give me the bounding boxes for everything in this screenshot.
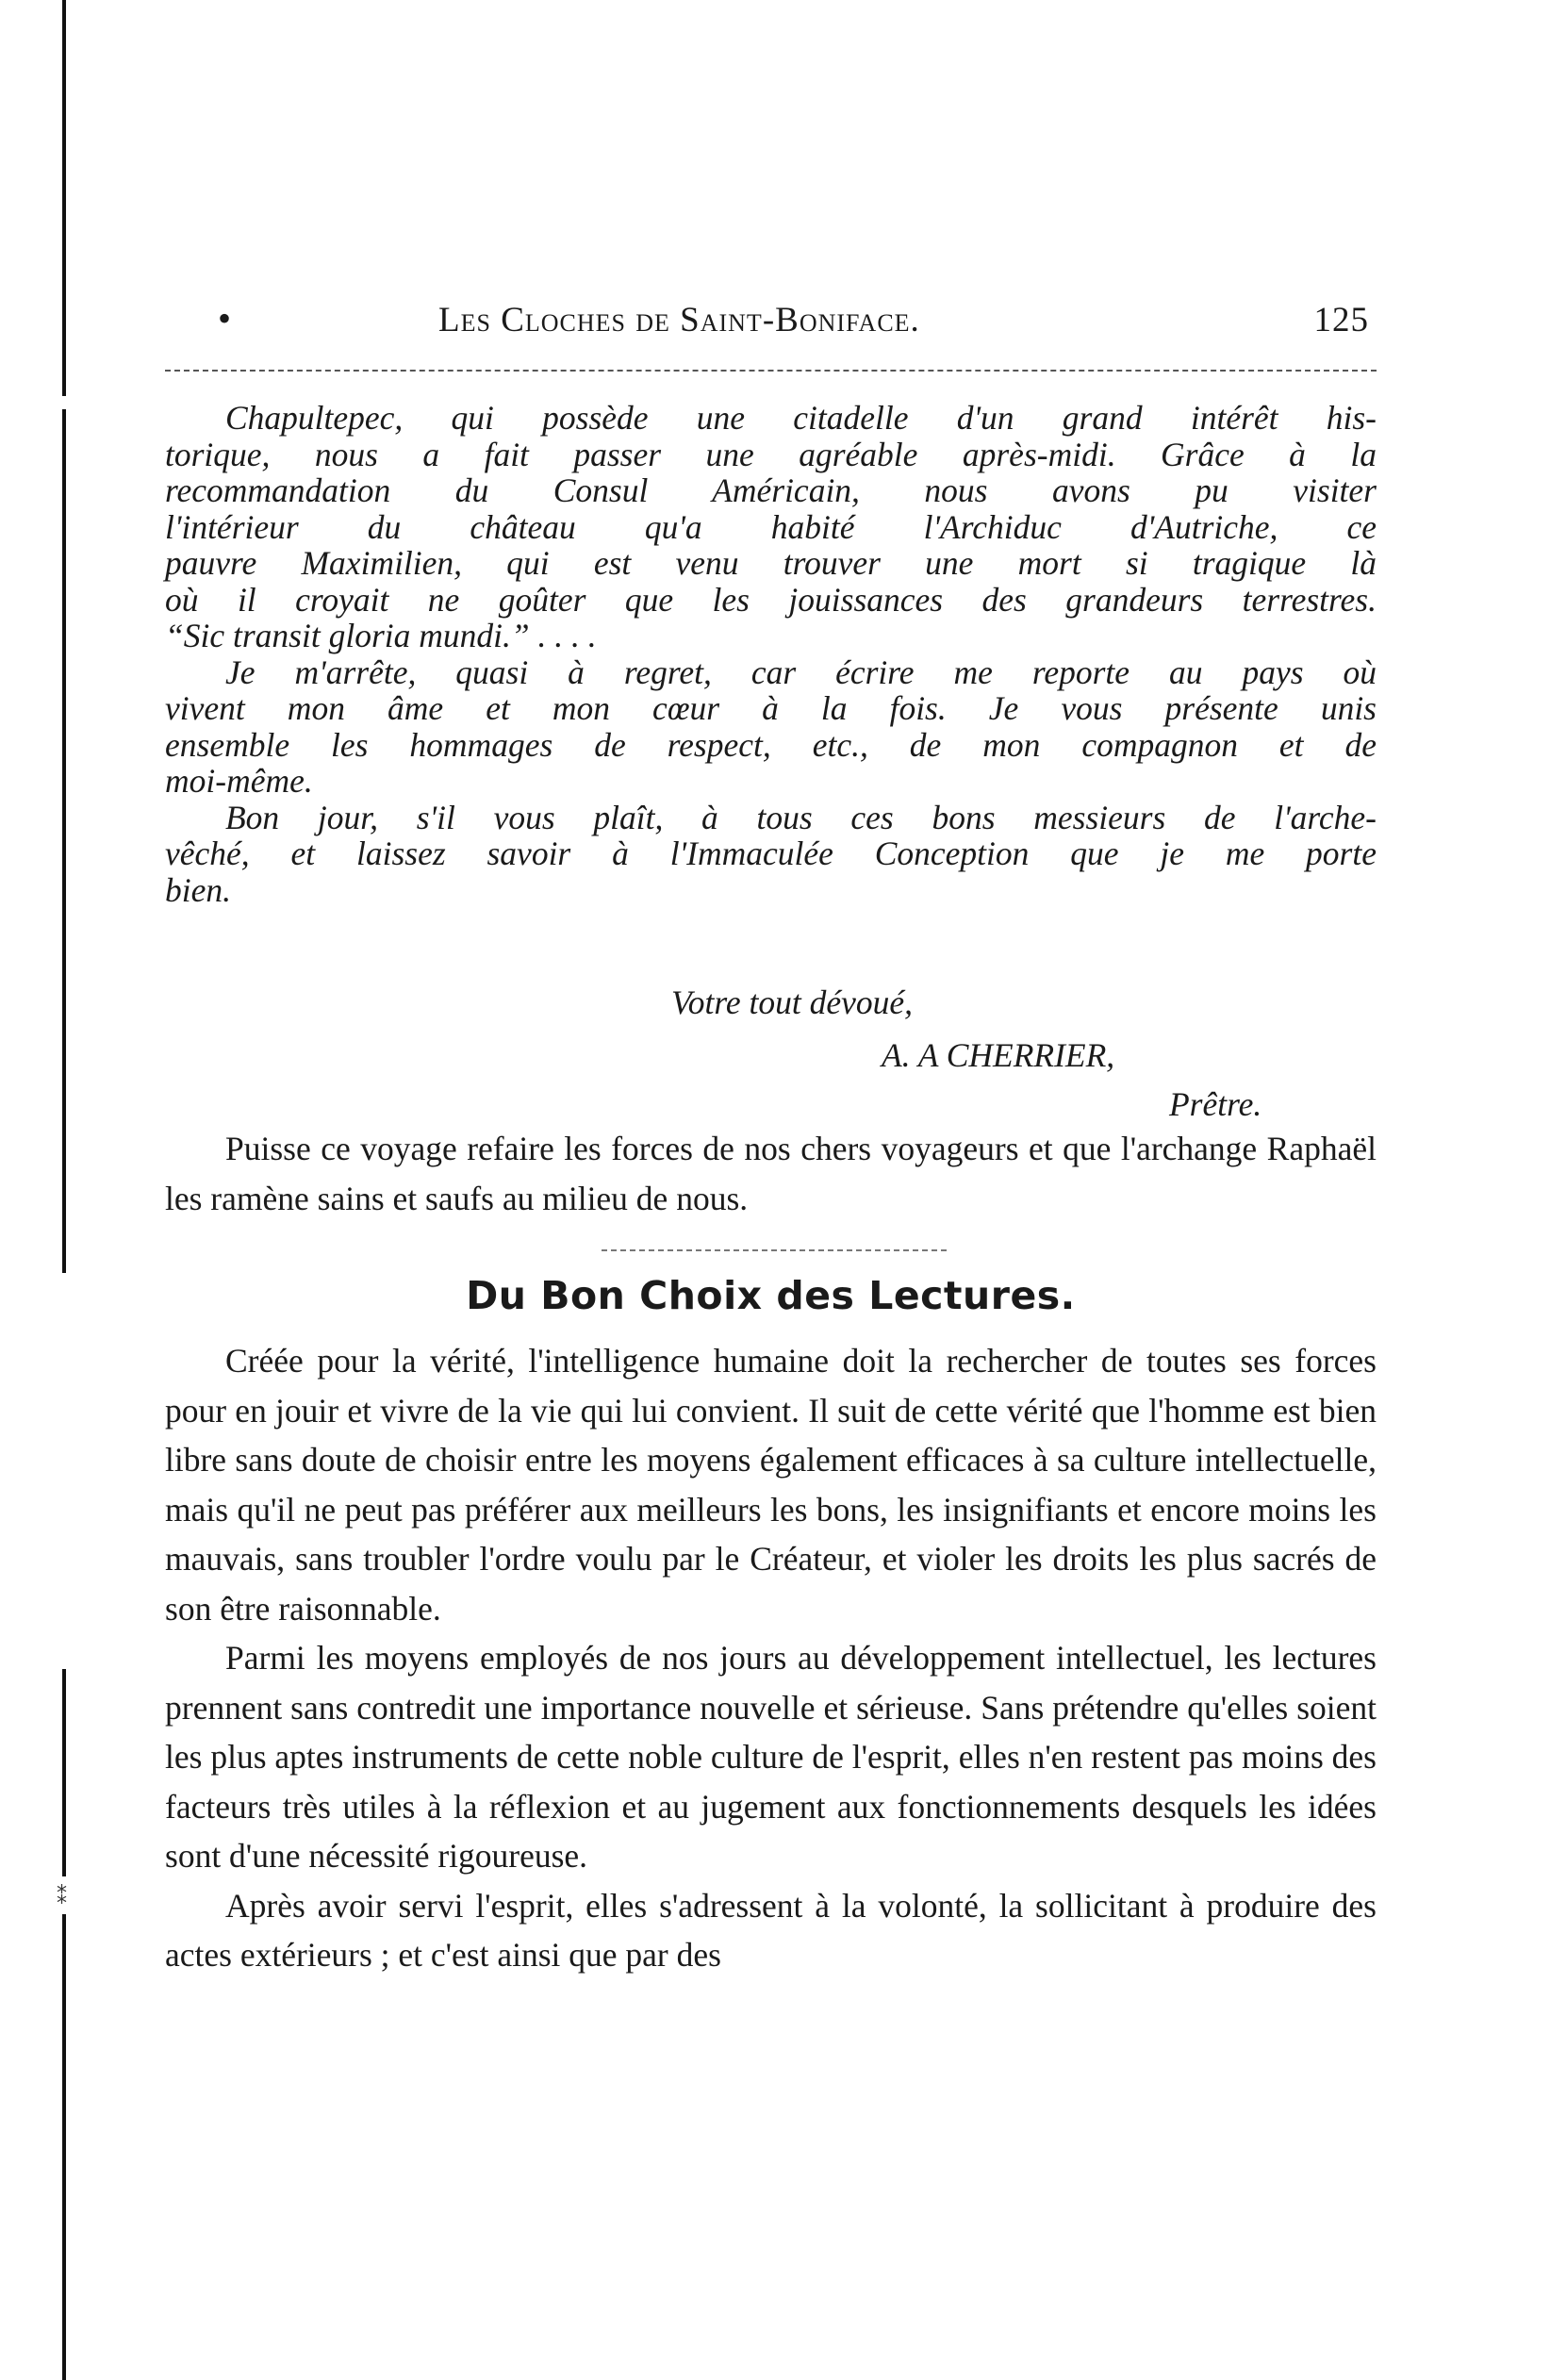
letter-line: où il croyait ne goûter que les jouissances des grandeurs terrestres.	[165, 580, 1377, 619]
letter-line: Bon jour, s'il vous plaît, à tous ces bons messieurs de l'arche-	[225, 798, 1377, 836]
section-separator	[602, 1249, 947, 1251]
letter-line: “Sic transit gloria mundi.” . . . .	[165, 617, 597, 654]
letter-closing: Votre tout dévoué,	[671, 983, 913, 1021]
section-title: Du Bon Choix des Lectures.	[466, 1273, 1076, 1318]
letter-signature: A. A CHERRIER,	[882, 1036, 1115, 1074]
running-header	[165, 297, 1377, 347]
running-title: Les Cloches de Saint-Boniface.	[438, 301, 920, 339]
paragraph: Créée pour la vérité, l'intelligence humaine doit la rechercher de toutes ses forces pour en jouir et vivre de la vie qui lui convient. Il suit de cette vérité que l'homme est bien libre sans doute de choisir entre les moyens également efficaces à sa culture intellectuelle, mais qu'il ne peut pas préférer aux meilleurs les bons, les insignifiants et encore moins les mauvais, sans troubler l'ordre voulu par le Créateur, et violer les droits les plus sacrés de son être raisonnable.	[165, 1342, 1377, 1628]
letter-line: pauvre Maximilien, qui est venu trouver une mort si tragique là	[165, 544, 1377, 582]
binding-edge-gap	[60, 396, 68, 409]
section-body	[165, 1336, 1377, 1980]
letter-line: torique, nous a fait passer une agréable après-midi. Grâce à la	[165, 435, 1377, 473]
page-number: 125	[1313, 301, 1369, 339]
letter-line: Je m'arrête, quasi à regret, car écrire me reporte au pays où	[225, 653, 1377, 691]
letter-signature-role: Prêtre.	[1169, 1085, 1262, 1123]
header-mark: •	[218, 297, 233, 339]
letter-line: vêché, et laissez savoir à l'Immaculée Conception que je me porte	[165, 835, 1377, 872]
binding-edge	[62, 0, 66, 2380]
wish-paragraph	[165, 1124, 1377, 1223]
margin-mark: ⁑	[57, 1886, 67, 1909]
letter-line: l'intérieur du château qu'a habité l'Archiduc d'Autriche, ce	[165, 507, 1377, 546]
paragraph: Après avoir servi l'esprit, elles s'adressent à la volonté, la sollicitant à produire des actes extérieurs ; et c'est ainsi que par des	[165, 1886, 1377, 1974]
letter-body	[165, 401, 1377, 907]
binding-edge-gap	[60, 1273, 68, 1669]
letter-line: moi-même.	[165, 762, 313, 800]
letter-line: vivent mon âme et mon cœur à la fois. Je vous présente unis	[165, 689, 1377, 727]
header-rule	[165, 370, 1377, 372]
letter-line: ensemble les hommages de respect, etc., de mon compagnon et de	[165, 725, 1377, 764]
letter-line: bien.	[165, 870, 231, 909]
letter-line: recommandation du Consul Américain, nous avons pu visiter	[165, 471, 1377, 509]
letter-line: Chapultepec, qui possède une citadelle d'un grand intérêt his-	[225, 399, 1377, 437]
paragraph: Puisse ce voyage refaire les forces de nos chers voyageurs et que l'archange Raphaël les ramène sains et saufs au milieu de nous.	[165, 1130, 1377, 1217]
paragraph: Parmi les moyens employés de nos jours au développement intellectuel, les lectures prennent sans contredit une importance nouvelle et sérieuse. Sans prétendre qu'elles soient les plus aptes instruments de cette noble culture de l'esprit, elles n'en restent pas moins des facteurs très utiles à la réflexion et au jugement aux fonctionnements desquels les idées sont d'une nécessité rigoureuse.	[165, 1639, 1377, 1875]
